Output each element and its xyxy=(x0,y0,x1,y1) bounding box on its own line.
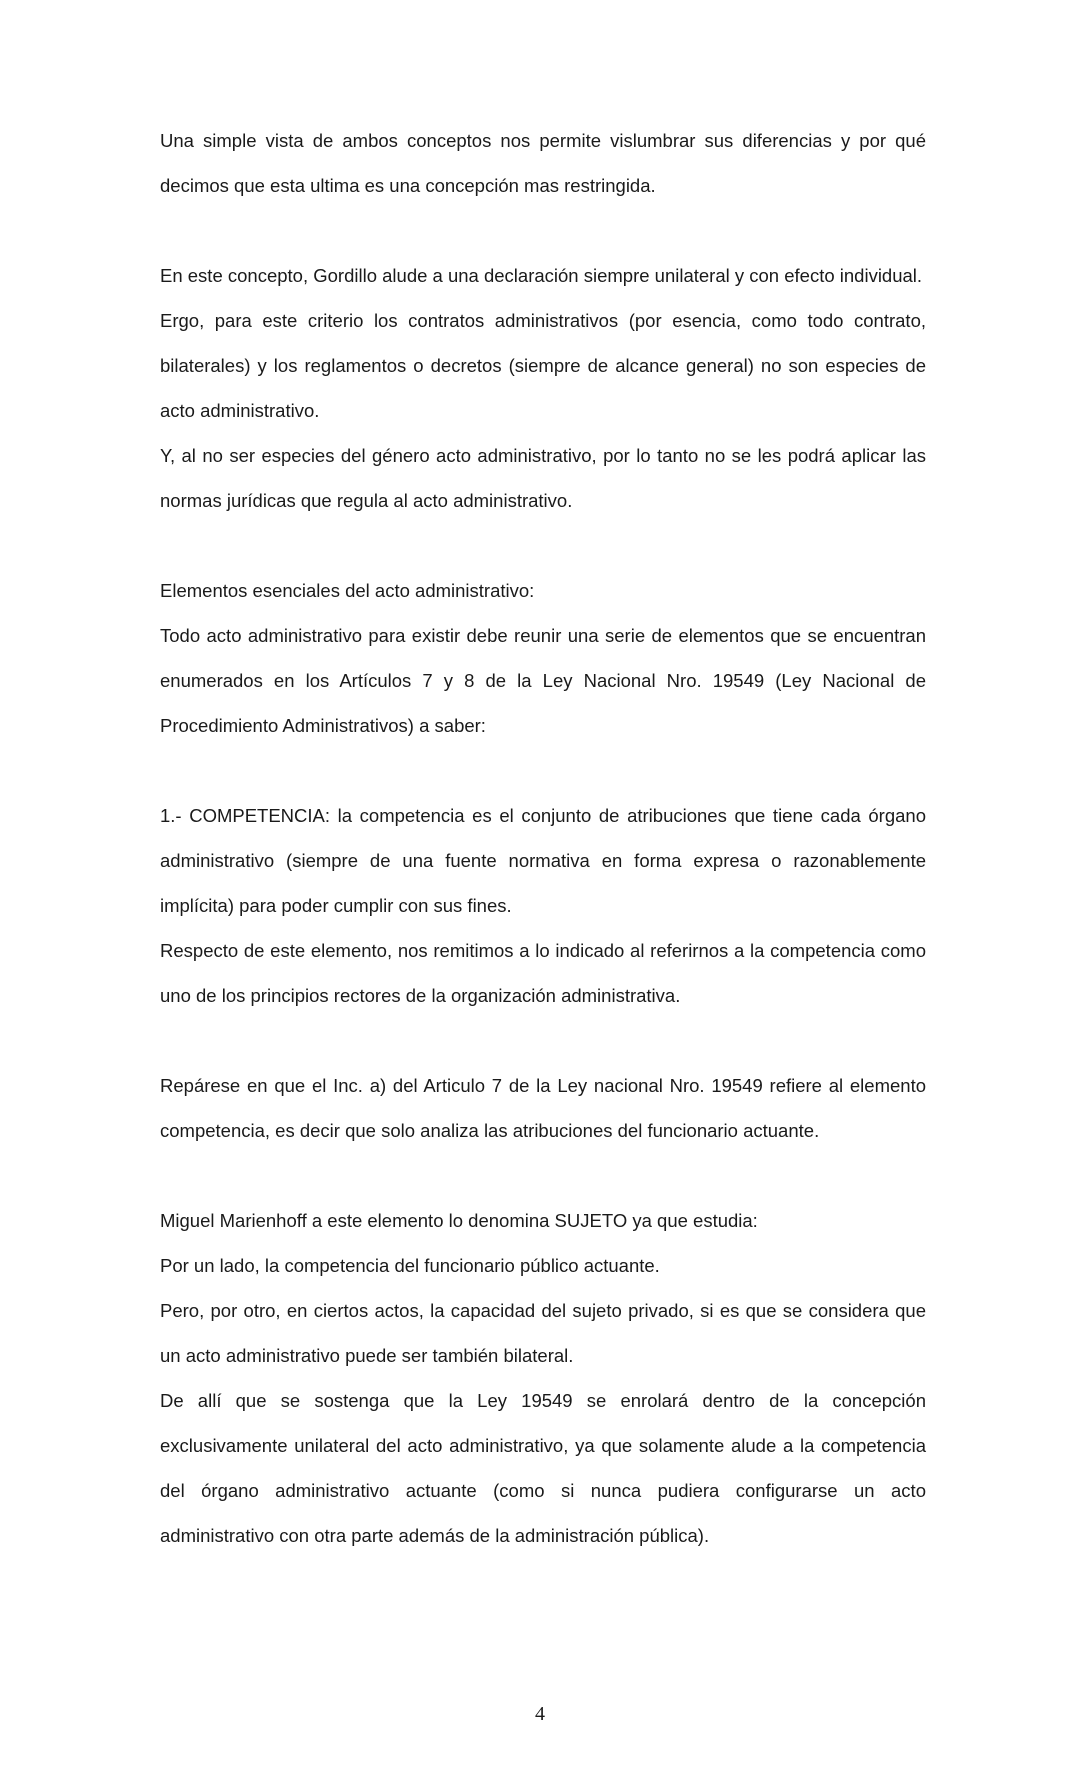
paragraph: Una simple vista de ambos conceptos nos permite vislumbrar sus diferencias y por qué decimos que esta ultima es una concepción mas restringida. xyxy=(160,130,926,196)
paragraph: Repárese en que el Inc. a) del Articulo 7 de la Ley nacional Nro. 19549 refiere al elemento competencia, es decir que solo analiza las atribuciones del funcionario actuante. xyxy=(160,1075,926,1141)
paragraph: 1.- COMPETENCIA: la competencia es el conjunto de atribuciones que tiene cada órgano administrativo (siempre de una fuente normativa en forma expresa o razonablemente implícita) para poder cumplir con sus fines. xyxy=(160,805,926,916)
document-body xyxy=(160,118,926,1558)
paragraph: Ergo, para este criterio los contratos administrativos (por esencia, como todo contrato, bilaterales) y los reglamentos o decretos (siempre de alcance general) no son especies de acto administrativo. xyxy=(160,310,926,421)
paragraph: Pero, por otro, en ciertos actos, la capacidad del sujeto privado, si es que se considera que un acto administrativo puede ser también bilateral. xyxy=(160,1300,926,1366)
paragraph: De allí que se sostenga que la Ley 19549 se enrolará dentro de la concepción exclusivamente unilateral del acto administrativo, ya que solamente alude a la competencia del órgano administrativo actuante (como si nunca pudiera configurarse un acto administrativo con otra parte además de la administración pública). xyxy=(160,1390,926,1546)
paragraph: Todo acto administrativo para existir debe reunir una serie de elementos que se encuentran enumerados en los Artículos 7 y 8 de la Ley Nacional Nro. 19549 (Ley Nacional de Procedimiento Administrativos) a saber: xyxy=(160,625,926,736)
page-number: 4 xyxy=(535,1703,545,1725)
paragraph: Miguel Marienhoff a este elemento lo denomina SUJETO ya que estudia: xyxy=(160,1210,758,1231)
paragraph: Por un lado, la competencia del funcionario público actuante. xyxy=(160,1255,660,1276)
paragraph: Y, al no ser especies del género acto administrativo, por lo tanto no se les podrá aplicar las normas jurídicas que regula al acto administrativo. xyxy=(160,445,926,511)
section-heading: Elementos esenciales del acto administrativo: xyxy=(160,580,535,601)
paragraph: Respecto de este elemento, nos remitimos a lo indicado al referirnos a la competencia como uno de los principios rectores de la organización administrativa. xyxy=(160,940,926,1006)
paragraph: En este concepto, Gordillo alude a una declaración siempre unilateral y con efecto individual. xyxy=(160,265,923,286)
